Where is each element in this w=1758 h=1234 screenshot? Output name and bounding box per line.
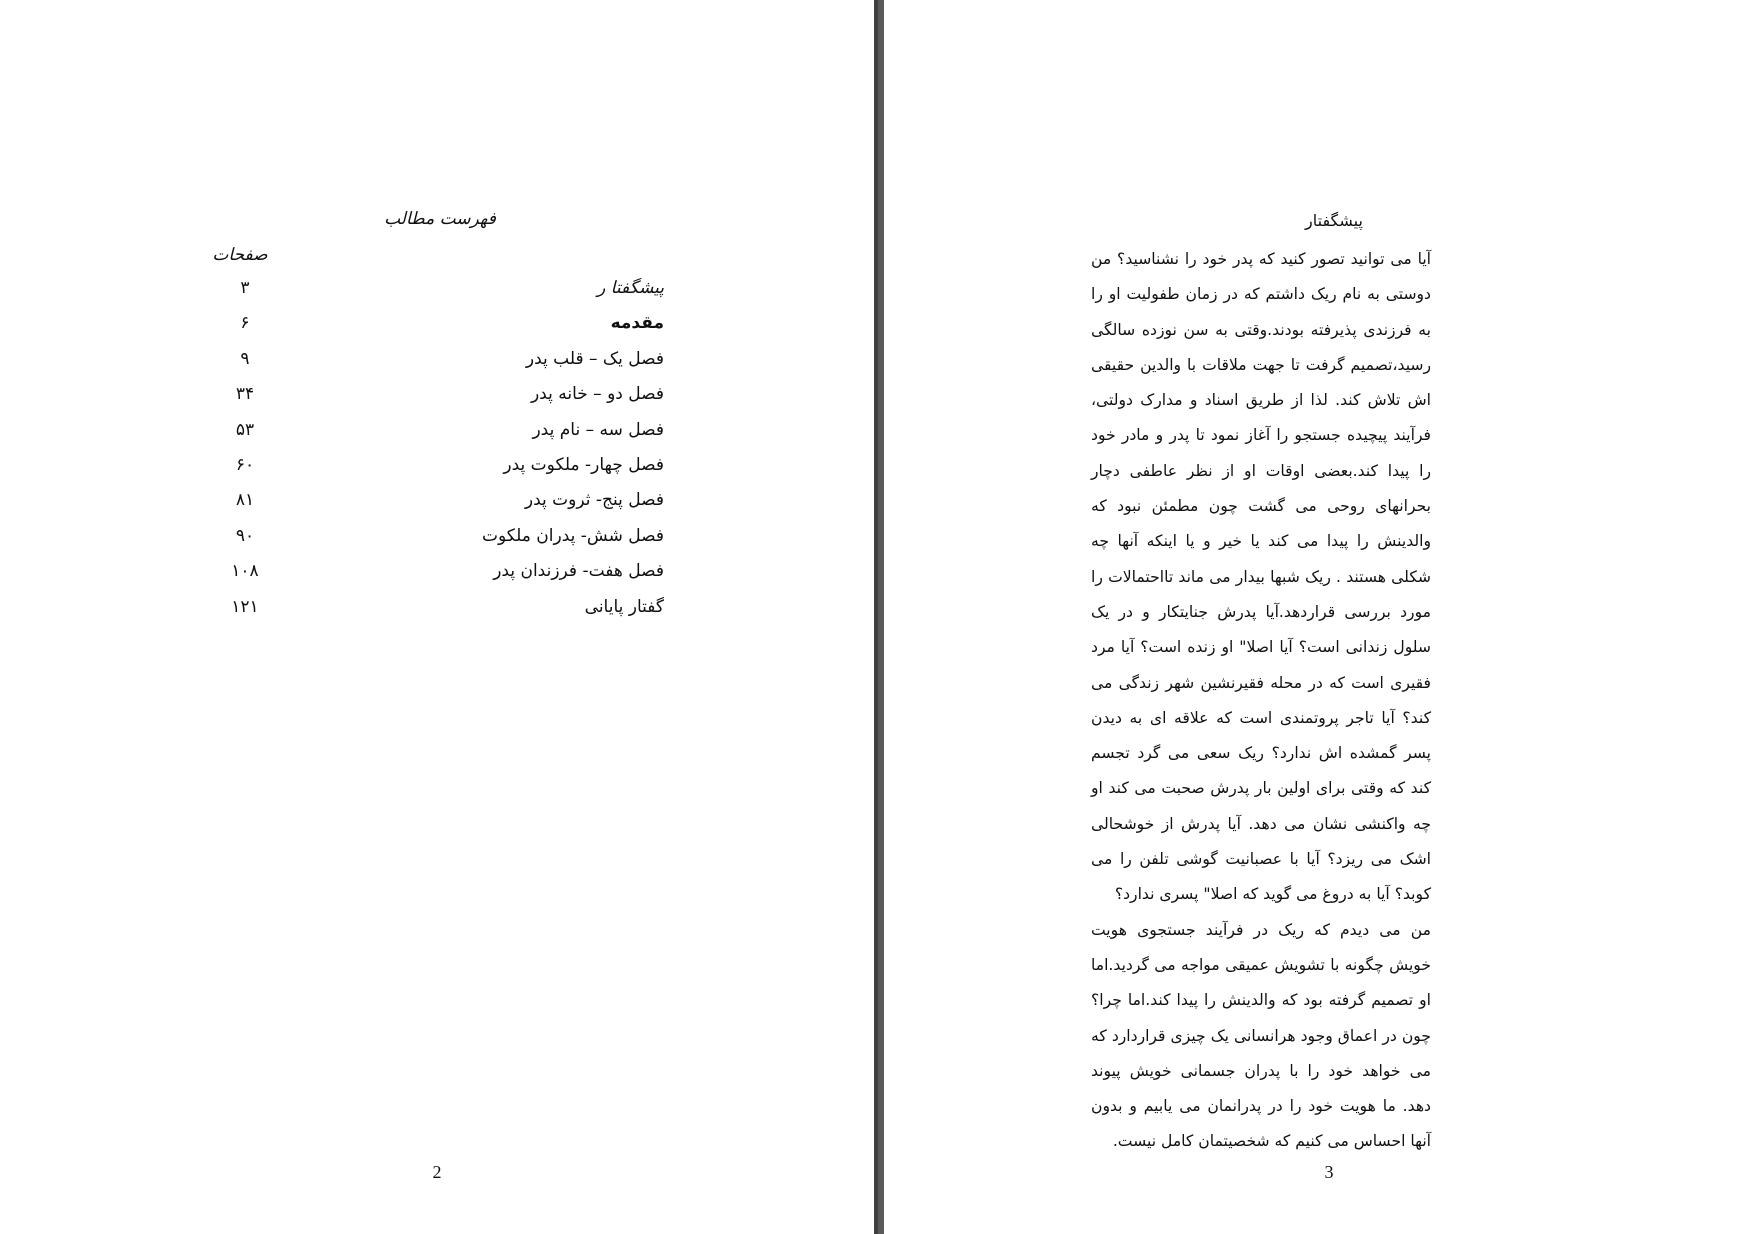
toc-entry[interactable] — [0, 349, 874, 384]
preface-title: پیشگفتار — [1305, 211, 1363, 230]
toc-entry-label: فصل هفت- فرزندان پدر — [493, 561, 664, 582]
toc-entry[interactable] — [0, 313, 874, 348]
right-page — [884, 0, 1758, 1234]
toc-entry-label: فصل سه – نام پدر — [532, 419, 664, 440]
page-number: 2 — [432, 1162, 442, 1182]
toc-pages-header: صفحات — [212, 245, 268, 265]
toc-entry-page: ۱۲۱ — [231, 596, 259, 617]
paragraph: من می دیدم که ریک در فرآیند جستجوی هویت خویش چگونه با تشویش عمیقی مواجه می گردید.اما او تصمیم گرفته بود که والدینش را پیدا کند.اما چرا؟ چون در اعماق وجود هرانسانی یک چیزی قراردارد که می خواهد خود را با پدران جسمانی خویش پیوند دهد. ما هویت خود را در پدرانمان می یابیم و بدون آنها احساس می کنیم که شخصیتمان کامل نیست. — [1091, 920, 1431, 1151]
toc-entry-page: ۸۱ — [235, 490, 255, 511]
toc-entry[interactable] — [0, 490, 874, 525]
left-page — [0, 0, 874, 1234]
page-gutter — [874, 0, 884, 1234]
page-number: 3 — [1324, 1162, 1334, 1182]
toc-entry[interactable] — [0, 278, 874, 313]
toc-entry-page: ۳ — [240, 278, 250, 298]
toc-entry-label: پیشگفتا ر — [597, 278, 664, 298]
toc-entry-page: ۱۰۸ — [231, 561, 259, 582]
toc-entry-label: فصل دو – خانه پدر — [530, 384, 664, 405]
paragraph: آیا می توانید تصور کنید که پدر خود را نشناسید؟ من دوستی به نام ریک داشتم که در زمان طفولیت او را به فرزندی پذیرفته بودند.وقتی به سن نوزده سالگی رسید،تصمیم گرفت تا جهت ملاقات با والدین حقیقی اش تلاش کند. لذا از طریق اسناد و مدارک دولتی، فرآیند پیچیده جستجو را آغاز نمود تا پدر و مادر خود را پیدا کند.بعضی اوقات او از نظر عاطفی دچار بحرانهای روحی می گشت چون مطمئن نبود که والدینش را پیدا می کند یا خیر و یا اینکه آنها چه شکلی هستند . ریک شبها بیدار می ماند تااحتمالات را مورد بررسی قراردهد.آیا پدرش جنایتکار و در یک سلول زندانی است؟ آیا اصلا" او زنده است؟ آیا مرد فقیری است که در محله فقیرنشین شهر زندگی می کند؟ آیا تاجر پروتمندی است که علاقه ای به دیدن پسر گمشده اش ندارد؟ ریک سعی می گرد تجسم کند که وقتی برای اولین بار پدرش صحبت می کند او چه واکنشی نشان می دهد. آیا پدرش از خوشحالی اشک می ریزد؟ آیا با عصبانیت گوشی تلفن را می کوبد؟ آیا به دروغ می گوید که اصلا" پسری ندارد؟ — [1091, 250, 1431, 904]
toc-entry-label: فصل یک – قلب پدر — [525, 348, 664, 369]
toc-entry[interactable] — [0, 526, 874, 561]
toc-entry-page: ۶۰ — [235, 454, 255, 475]
toc-entry-label: فصل شش- پدران ملکوت — [482, 525, 664, 546]
toc-entry-page: ۹۰ — [235, 525, 255, 546]
toc-entry-label: مقدمه — [610, 313, 664, 334]
toc-entry-page: ۶ — [240, 313, 250, 334]
toc-entry[interactable] — [0, 384, 874, 419]
toc-entry[interactable] — [0, 455, 874, 490]
toc-entry-label: فصل چهار- ملکوت پدر — [503, 454, 664, 475]
toc-entry-page: ۳۴ — [235, 384, 255, 405]
toc-entry[interactable] — [0, 597, 874, 632]
toc-list — [0, 278, 874, 632]
preface-body — [1091, 242, 1431, 1160]
toc-entry[interactable] — [0, 420, 874, 455]
toc-title: فهرست مطالب — [384, 209, 496, 229]
toc-entry-page: ۵۳ — [235, 419, 255, 440]
toc-entry-label: گفتار پایانی — [584, 596, 664, 617]
toc-entry[interactable] — [0, 561, 874, 596]
toc-entry-label: فصل پنج- ثروت پدر — [524, 490, 664, 511]
toc-entry-page: ۹ — [240, 348, 250, 369]
